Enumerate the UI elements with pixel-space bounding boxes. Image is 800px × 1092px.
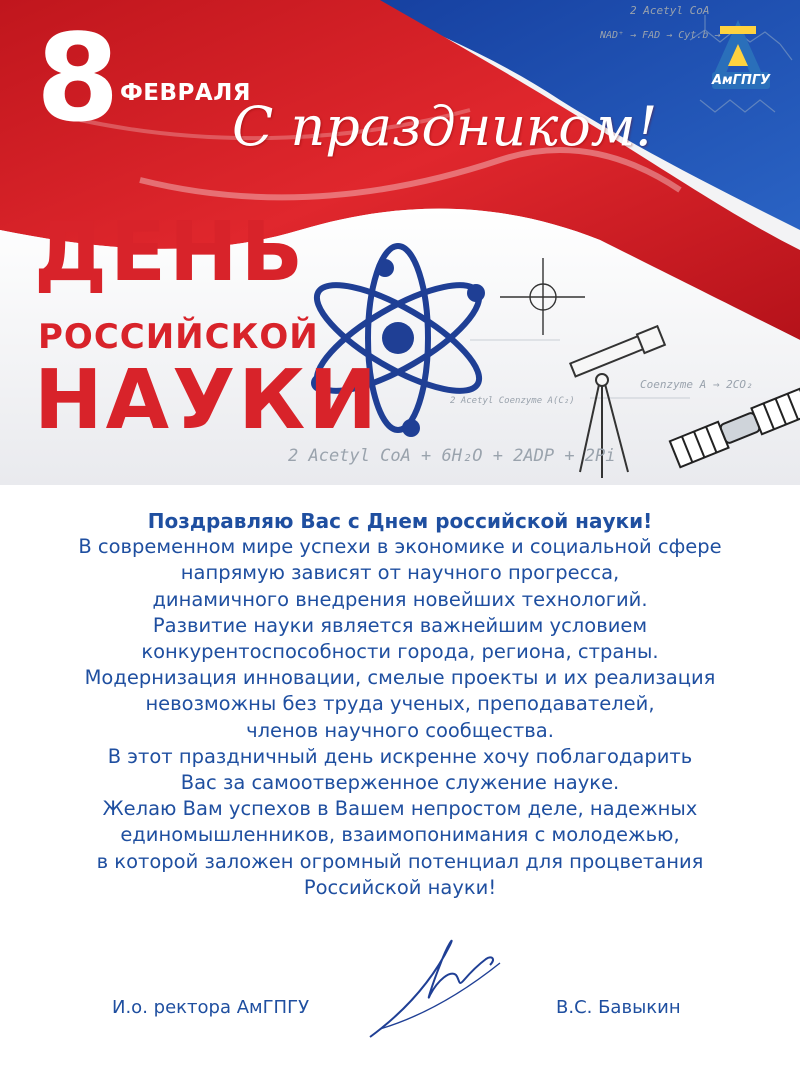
title-line-1: ДЕНЬ [34,205,307,300]
letter-heading: Поздравляю Вас с Днем российской науки! [147,509,653,533]
formula-top: 2 Acetyl CoA [630,4,710,17]
letter-line: Желаю Вам успехов в Вашем непростом деле, надежных [102,797,698,821]
letter-line: Российской науки! [303,875,497,899]
title-line-2: РОССИЙСКОЙ [38,317,319,357]
formula-nad: NAD⁺ → FAD → Cyt.b → [600,30,721,41]
header-banner [0,0,800,485]
date-number: 8 [36,10,118,149]
signatory-position: И.о. ректора АмГПГУ [112,997,310,1018]
letter-line: напрямую зависят от научного прогресса, [180,561,620,585]
letter-line: членов научного сообщества. [246,718,554,742]
letter-line: В современном мире успехи в экономике и социальной сфере [78,535,722,559]
letter-line: единомышленников, взаимопонимания с молодежью, [120,823,680,847]
letter-line: конкурентоспособности города, региона, страны. [141,640,659,664]
letter-line: Модернизация инновации, смелые проекты и их реализация [84,666,716,690]
letter-line: В этот праздничный день искренне хочу поблагодарить [107,744,693,768]
letter-line: в которой заложен огромный потенциал для процветания [96,849,704,873]
university-logo-label: АмГПГУ [712,73,771,88]
signatory-name: В.С. Бавыкин [556,997,681,1018]
greeting-title: С праздником! [232,95,658,158]
letter-line: невозможны без труда ученых, преподавателей, [145,692,655,716]
date-month: ФЕВРАЛЯ [120,80,252,106]
letter-line: Развитие науки является важнейшим условием [152,613,648,637]
letter-body [0,508,800,901]
handwritten-signature [360,925,540,1045]
formula-small: 2 Acetyl Coenzyme A(C₂) [450,396,575,406]
formula-mid: Coenzyme A → 2CO₂ [640,378,753,391]
formula-main: 2 Acetyl CoA + 6H₂O + 2ADP + 2Pi [288,446,616,466]
letter-line: динамичного внедрения новейших технологий. [152,587,648,611]
letter-line: Вас за самоотверженное служение науке. [180,771,620,795]
title-line-3: НАУКИ [34,353,380,448]
